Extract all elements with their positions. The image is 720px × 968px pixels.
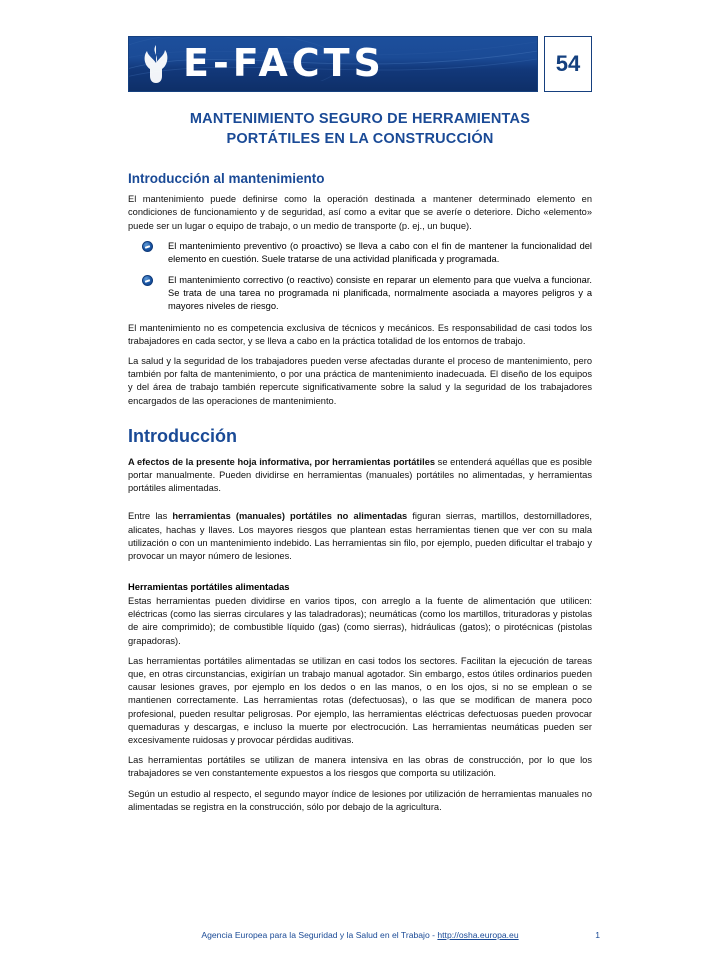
masthead	[128, 36, 592, 92]
subheading-powered-portable-tools: Herramientas portátiles alimentadas	[128, 581, 290, 593]
check-bullet-icon	[142, 275, 153, 286]
paragraph-pre: Entre las	[128, 511, 173, 522]
paragraph-rest: figuran sierras, martillos, destornilladores, alicates, hachas y llaves. Los mayores riesgos que plantean estas herramientas tienen que ver con su mala utilización o con un mantenimiento indebido. Las herramientas sin filo, por ejemplo, pueden dificultar el trabajo y provocar un mayor número de lesiones.	[128, 511, 592, 561]
paragraph-construction-exposure: Las herramientas portátiles se utilizan de manera intensiva en las obras de construcción, por lo que los trabajadores se ven constantemente expuestos a los riesgos que comporta su utilización.	[128, 755, 592, 779]
list-item	[142, 274, 592, 314]
section-heading-intro-maintenance: Introducción al mantenimiento	[128, 171, 325, 187]
paragraph-maintenance-responsibility: El mantenimiento no es competencia exclusiva de técnicos y mecánicos. Es responsabilidad de casi todos los trabajadores en cada sector, y se lleva a cabo en la práctica totalidad de los entornos de trabajo.	[128, 322, 592, 346]
inline-bold-text: herramientas (manuales) portátiles no alimentadas	[172, 511, 408, 522]
paragraph-powered-tool-types: Estas herramientas pueden dividirse en varios tipos, con arreglo a la fuente de alimentación que utilicen: eléctricas (como las sierras circulares y las taladradoras); neumáticas (como los martillos, trituradoras y pistolas de aire comprimido); de combustible líquido (gas) (como sierras), hidráulicas (gatos); o pirotécnicas (pistolas grapadoras).	[128, 596, 592, 646]
section-heading-introduction: Introducción	[128, 425, 237, 446]
page-title	[128, 110, 592, 149]
paragraph-powered-tool-risks: Las herramientas portátiles alimentadas se utilizan en casi todos los sectores. Facilitan la ejecución de tareas que, en otras circunstancias, exigirían un trabajo manual agotador. Sin embargo, estos útiles ordinarios pueden causar lesiones graves, por ejemplo en los dedos o en las manos, o en los ojos, si no se emplean o se mantienen correctamente. Las herramientas rotas (defectuosas), o las que se modifican de manera poco profesional, pueden resultar peligrosas. Por ejemplo, las herramientas eléctricas defectuosas pueden provocar quemaduras y descargas, e incluso la muerte por electrocución. Las herramientas neumáticas pueden ser excesivamente ruidosas y provocar pérdidas auditivas.	[128, 655, 592, 745]
osha-flame-icon	[129, 43, 183, 85]
paragraph-rest: se entenderá aquéllas que es posible portar manualmente. Pueden dividirse en herramientas (manuales) portátiles no alimentadas, y herramientas portátiles alimentadas.	[128, 456, 592, 494]
document-page	[0, 36, 720, 968]
osha-flame-icon-svg	[139, 43, 173, 85]
paragraph-maintenance-definition: El mantenimiento puede definirse como la operación destinada a mantener determinado elemento en condiciones de funcionamiento y de seguridad, así como a evitar que se averíe o deteriore. Dicho «elemento» puede ser un lugar o equipo de trabajo, o un medio de transporte (p. ej., un buque).	[128, 194, 592, 231]
efacts-wordmark: E-FACTS	[183, 41, 385, 85]
document-body	[128, 171, 592, 814]
page-title-line2: PORTÁTILES EN LA CONSTRUCCIÓN	[226, 130, 494, 147]
maintenance-types-list	[128, 240, 592, 314]
paragraph-maintenance-health-safety: La salud y la seguridad de los trabajadores pueden verse afectadas durante el proceso de mantenimiento, pero también por falta de mantenimiento, o por una práctica de mantenimiento inadecuada. El diseño de los equipos y del área de trabajo también repercute significativamente sobre la salud y la seguridad de los trabajadores encargados de las operaciones de mantenimiento.	[128, 356, 592, 406]
page-title-line1: MANTENIMIENTO SEGURO DE HERRAMIENTAS	[189, 111, 531, 127]
list-item	[142, 240, 592, 266]
page-number: 1	[595, 930, 600, 940]
lead-bold-text: A efectos de la presente hoja informativa, por herramientas portátiles	[128, 456, 436, 467]
footer-agency-name: Agencia Europea para la Seguridad y la Salud en el Trabajo -	[201, 930, 438, 940]
footer-link[interactable]: http://osha.europa.eu	[437, 930, 519, 940]
issue-number-box: 54	[544, 36, 592, 92]
efacts-banner	[128, 36, 538, 92]
paragraph-non-powered-tools	[128, 510, 592, 563]
check-bullet-icon	[142, 241, 153, 252]
list-item-text: El mantenimiento correctivo (o reactivo) consiste en reparar un elemento para que vuelva a funcionar. Se trata de una tarea no programada ni planificada, normalmente asociada a mayores peligros y a mayores niveles de riesgo.	[168, 275, 592, 312]
paragraph-portable-tools-definition	[128, 456, 592, 496]
list-item-text: El mantenimiento preventivo (o proactivo) se lleva a cabo con el fin de mantener la funcionalidad del elemento en cuestión. Suele tratarse de una actividad planificada y programada.	[168, 240, 592, 264]
paragraph-injury-statistics: Según un estudio al respecto, el segundo mayor índice de lesiones por utilización de herramientas manuales no alimentadas se registra en la construcción, sólo por debajo de la agricultura.	[128, 788, 592, 812]
